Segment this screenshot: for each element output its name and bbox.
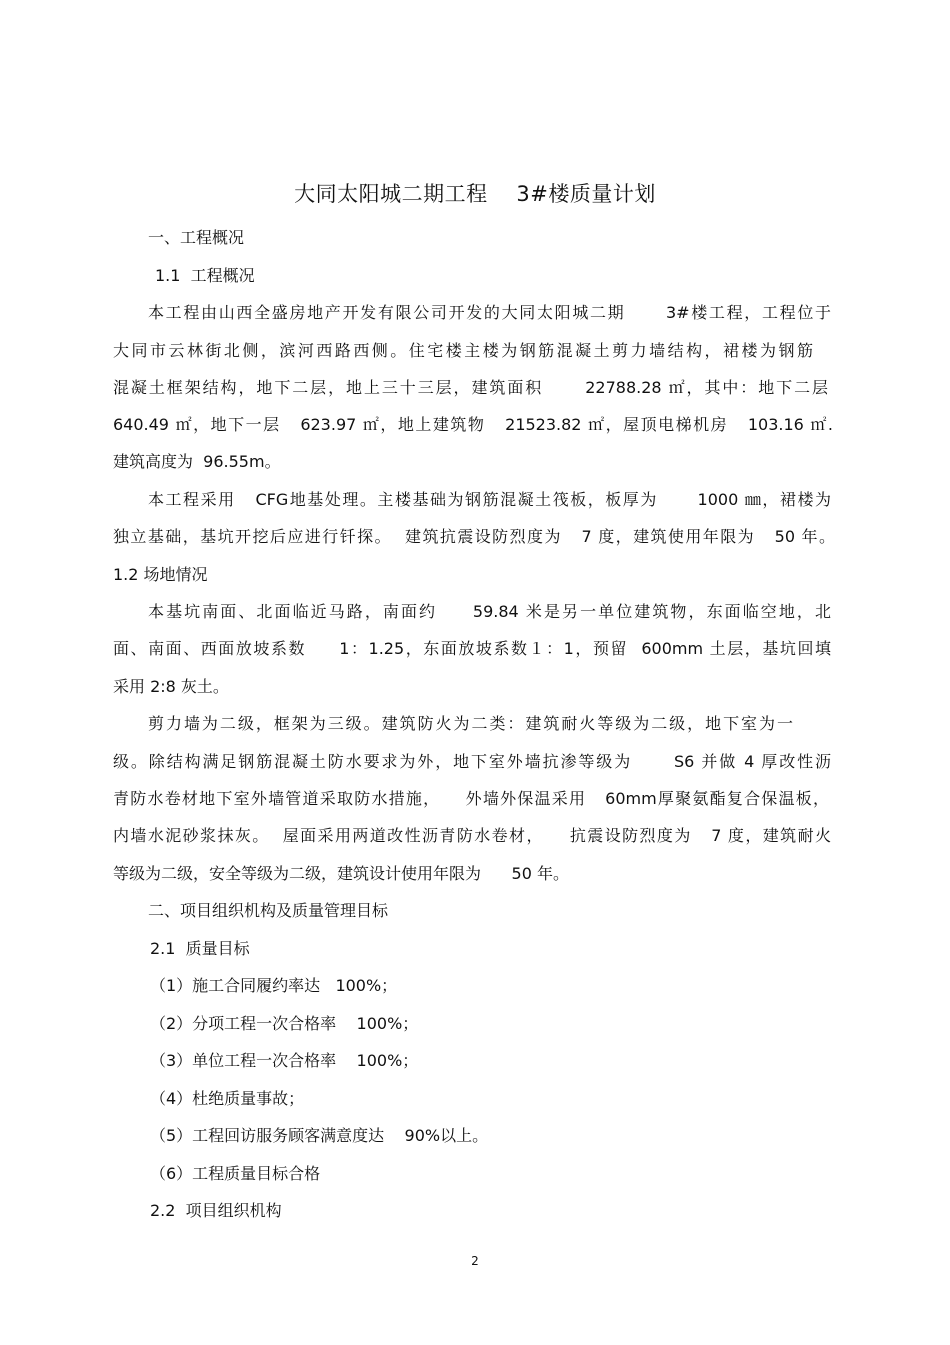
- paragraph-line: 640.49 ㎡，地下一层 623.97 ㎡，地上建筑物 21523.82 ㎡，屋顶电梯机房 103.16 ㎡.: [113, 415, 833, 434]
- paragraph-line: 混凝土框架结构，地下二层，地上三十三层，建筑面积 22788.28 ㎡，其中：地下二层: [113, 378, 828, 397]
- paragraph-line: 大同市云林街北侧，滨河西路西侧。住宅楼主楼为钢筋混凝土剪力墙结构，裙楼为钢筋: [113, 341, 813, 360]
- subsection-heading: 1.2 场地情况: [113, 565, 208, 584]
- list-item: （1）施工合同履约率达 100%；: [150, 976, 398, 995]
- page-number: 2: [471, 1254, 479, 1268]
- paragraph-line: 内墙水泥砂浆抹灰。 屋面采用两道改性沥青防水卷材， 抗震设防烈度为 7 度，建筑耐火: [113, 826, 831, 845]
- document-title: 大同太阳城二期工程 3#楼质量计划: [294, 182, 656, 206]
- paragraph-line: 剪力墙为二级，框架为三级。建筑防火为二类：建筑耐火等级为二级，地下室为一: [148, 714, 793, 733]
- list-item: （2）分项工程一次合格率 100%；: [150, 1014, 419, 1033]
- section-heading: 一、工程概况: [148, 228, 245, 247]
- paragraph-line: 本基坑南面、北面临近马路，南面约 59.84 米是另一单位建筑物，东面临空地，北: [148, 602, 831, 621]
- paragraph-line: 本工程采用 CFG地基处理。主楼基础为钢筋混凝土筏板，板厚为 1000 ㎜，裙楼为: [148, 490, 831, 509]
- subsection-heading: 2.1 质量目标: [150, 939, 250, 958]
- paragraph-line: 面、南面、西面放坡系数 1：1.25，东面放坡系数１：1，预留 600mm 土层，基坑回填: [113, 639, 831, 658]
- paragraph-line: 等级为二级，安全等级为二级，建筑设计使用年限为 50 年。: [113, 864, 569, 883]
- subsection-heading: 2.2 项目组织机构: [150, 1201, 282, 1220]
- list-item: （3）单位工程一次合格率 100%；: [150, 1051, 419, 1070]
- paragraph-line: 本工程由山西全盛房地产开发有限公司开发的大同太阳城二期 3#楼工程，工程位于: [148, 303, 831, 322]
- section-heading: 二、项目组织机构及质量管理目标: [148, 901, 389, 920]
- list-item: （4）杜绝质量事故；: [150, 1089, 305, 1108]
- paragraph-line: 采用 2:8 灰土。: [113, 677, 229, 696]
- paragraph-line: 建筑高度为 96.55m。: [113, 452, 281, 471]
- paragraph-line: 独立基础，基坑开挖后应进行钎探。 建筑抗震设防烈度为 7 度，建筑使用年限为 50 年。: [113, 527, 835, 546]
- subsection-heading: 1.1 工程概况: [155, 266, 255, 285]
- list-item: （5）工程回访服务顾客满意度达 90%以上。: [150, 1126, 489, 1145]
- paragraph-line: 级。除结构满足钢筋混凝土防水要求为外，地下室外墙抗渗等级为 S6 并做 4 厚改性沥: [113, 752, 831, 771]
- list-item: （6）工程质量目标合格: [150, 1164, 321, 1183]
- paragraph-line: 青防水卷材地下室外墙管道采取防水措施， 外墙外保温采用 60mm厚聚氨酯复合保温板，: [113, 789, 829, 808]
